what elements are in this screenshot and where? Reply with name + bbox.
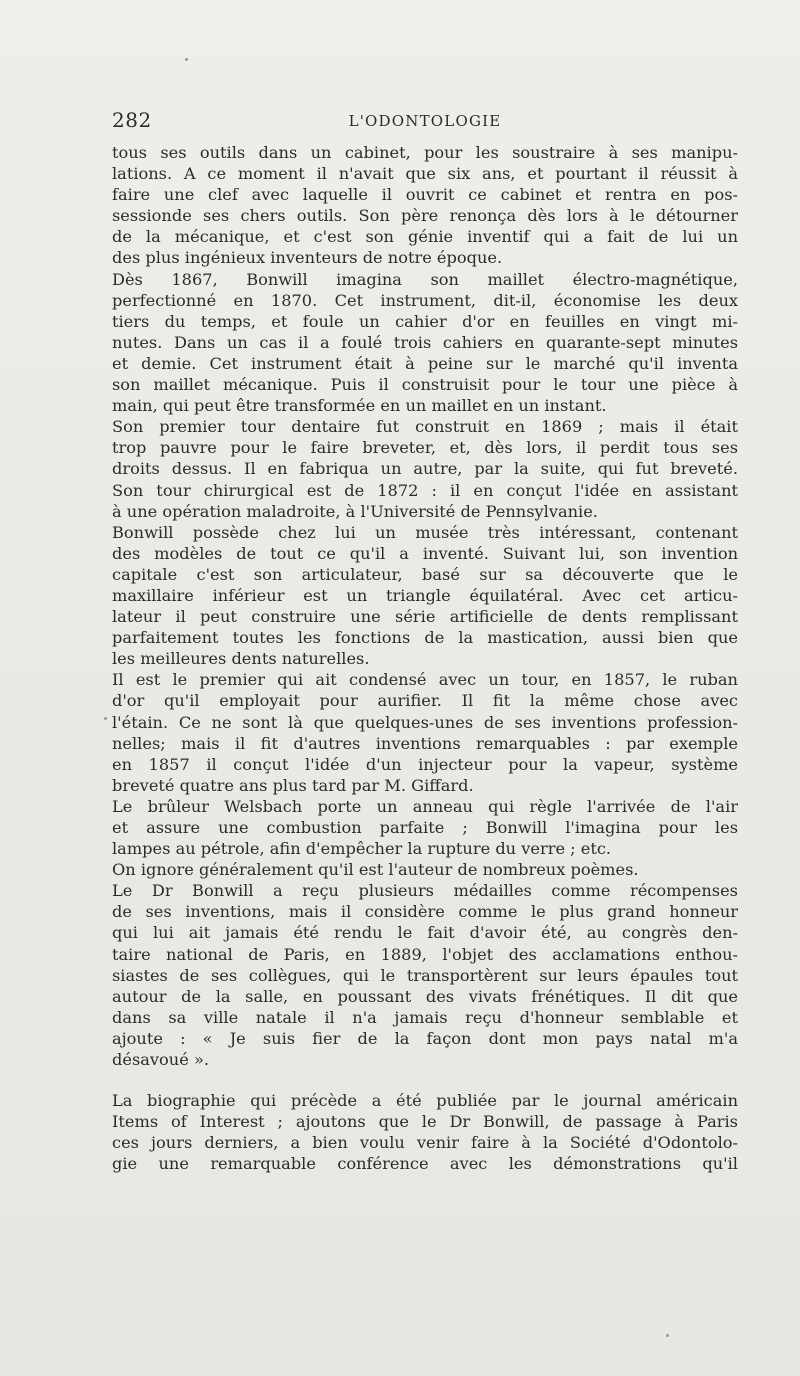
page-header: [112, 108, 738, 138]
text-line: Le brûleur Welsbach porte un anneau qui règle l'arrivée de l'air: [112, 796, 738, 816]
text-line: faire une clef avec laquelle il ouvrit ce cabinet et rentra en pos-: [112, 185, 738, 205]
text-line: gie une remarquable conférence avec les démonstrations qu'il: [112, 1154, 738, 1174]
text-line: dans sa ville natale il n'a jamais reçu d'honneur semblable et: [112, 1007, 738, 1027]
paper-speck: [666, 1334, 669, 1337]
text-line: de ses inventions, mais il considère comme le plus grand honneur: [112, 902, 738, 922]
text-line: capitale c'est son articulateur, basé sur sa découverte que le: [112, 564, 738, 584]
text-line: parfaitement toutes les fonctions de la mastication, aussi bien que: [112, 628, 738, 648]
text-line: sessionde ses chers outils. Son père renonça dès lors à le détourner: [112, 206, 738, 226]
text-line: à une opération maladroite, à l'Université de Pennsylvanie.: [112, 501, 598, 521]
text-line: breveté quatre ans plus tard par M. Giffard.: [112, 775, 474, 795]
text-line: en 1857 il conçut l'idée d'un injecteur pour la vapeur, système: [112, 754, 738, 774]
text-line: Dès 1867, Bonwill imagina son maillet électro-magnétique,: [112, 269, 738, 289]
text-line: et demie. Cet instrument était à peine sur le marché qu'il inventa: [112, 353, 738, 373]
text-line: Le Dr Bonwill a reçu plusieurs médailles comme récompenses: [112, 881, 738, 901]
text-line: droits dessus. Il en fabriqua un autre, par la suite, qui fut breveté.: [112, 459, 738, 479]
text-line: et assure une combustion parfaite ; Bonwill l'imagina pour les: [112, 818, 738, 837]
paper-speck: [104, 717, 107, 720]
page-number: 282: [112, 108, 152, 132]
text-line: perfectionné en 1870. Cet instrument, dit-il, économise les deux: [112, 290, 738, 310]
text-line: des plus ingénieux inventeurs de notre époque.: [112, 248, 503, 268]
text-line: Il est le premier qui ait condensé avec un tour, en 1857, le ruban: [112, 670, 738, 690]
paper-speck: [185, 58, 188, 61]
text-line: nutes. Dans un cas il a foulé trois cahiers en quarante-sept minutes: [112, 332, 738, 352]
text-line: nelles; mais il fit d'autres inventions remarquables : par exemple: [112, 733, 738, 753]
text-line: d'or qu'il employait pour aurifier. Il fit la même chose avec: [112, 691, 738, 711]
text-line: ces jours derniers, a bien voulu venir faire à la Société d'Odontolo-: [112, 1133, 738, 1153]
text-line: Son tour chirurgical est de 1872 : il en conçut l'idée en assistant: [112, 480, 738, 500]
text-line: ajoute : « Je suis fier de la façon dont mon pays natal m'a: [112, 1028, 738, 1048]
text-line: On ignore généralement qu'il est l'auteur de nombreux poèmes.: [112, 860, 639, 880]
text-line: lateur il peut construire une série artificielle de dents remplissant: [112, 607, 738, 627]
text-line: siastes de ses collègues, qui le transportèrent sur leurs épaules tout: [112, 965, 738, 985]
text-line: désavoué ».: [112, 1050, 209, 1070]
text-line: son maillet mécanique. Puis il construisit pour le tour une pièce à: [112, 375, 738, 395]
paragraph-gap: [112, 1070, 738, 1090]
text-line: qui lui ait jamais été rendu le fait d'avoir été, au congrès den-: [112, 923, 738, 943]
text-line: des modèles de tout ce qu'il a inventé. Suivant lui, son invention: [112, 543, 738, 563]
text-line: l'étain. Ce ne sont là que quelques-unes de ses inventions profession-: [112, 712, 738, 732]
text-line: trop pauvre pour le faire breveter, et, dès lors, il perdit tous ses: [112, 438, 738, 458]
text-line: tiers du temps, et foule un cahier d'or en feuilles en vingt mi-: [112, 311, 738, 331]
text-line: de la mécanique, et c'est son génie inventif qui a fait de lui un: [112, 227, 738, 247]
text-line: taire national de Paris, en 1889, l'objet des acclamations enthou-: [112, 944, 738, 964]
running-title: L'ODONTOLOGIE: [348, 112, 502, 130]
text-line: Items of Interest ; ajoutons que le Dr Bonwill, de passage à Paris: [112, 1112, 738, 1132]
body-text: [112, 142, 738, 1175]
text-line: autour de la salle, en poussant des vivats frénétiques. Il dit que: [112, 986, 738, 1006]
text-line: Bonwill possède chez lui un musée très intéressant, contenant: [112, 522, 738, 542]
text-line: maxillaire inférieur est un triangle équilatéral. Avec cet articu-: [112, 585, 738, 605]
text-line: lampes au pétrole, afin d'empêcher la rupture du verre ; etc.: [112, 839, 612, 859]
text-line: les meilleures dents naturelles.: [112, 649, 370, 669]
text-line: La biographie qui précède a été publiée par le journal américain: [112, 1091, 738, 1111]
text-line: lations. A ce moment il n'avait que six ans, et pourtant il réussit à: [112, 164, 738, 184]
text-line: tous ses outils dans un cabinet, pour les soustraire à ses manipu-: [112, 143, 738, 162]
text-line: Son premier tour dentaire fut construit en 1869 ; mais il était: [112, 417, 738, 437]
text-line: main, qui peut être transformée en un maillet en un instant.: [112, 396, 607, 416]
